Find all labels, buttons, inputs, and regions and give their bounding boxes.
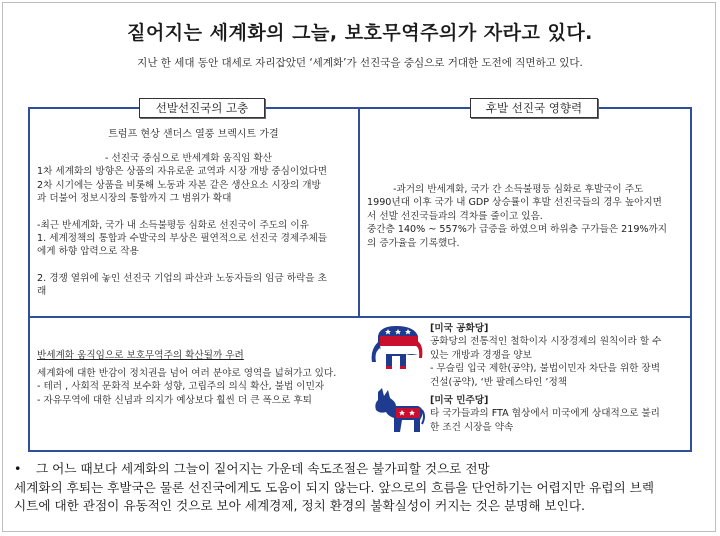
democrat-title: [미국 민주당]: [430, 395, 489, 406]
left-panel-line: 1차 세계화의 방향은 상품의 자유로운 교역과 시장 개방 중심이었다면: [37, 166, 327, 178]
bottom-left-headline: 반세계화 움직임으로 보호무역주의 확산될까 우려: [37, 350, 244, 361]
summary-line-2: 세계화의 후퇴는 후발국은 물론 선진국에게도 도움이 되지 않는다. 앞으로의 흐름을 단언하기는 어렵지만 유럽의 브렉: [14, 479, 654, 495]
republican-line: 있는 개방과 경쟁을 양보: [430, 349, 532, 361]
republican-line: 공화당의 전통적인 철학이자 시장경제의 원칙이라 할 수: [430, 336, 662, 348]
republican-title: [미국 공화당]: [430, 323, 489, 334]
republican-text: [430, 322, 686, 389]
left-panel-line: - 선진국 중심으로 반세계화 움직임 확산: [105, 153, 272, 164]
democrat-text: [430, 394, 686, 434]
republican-elephant-icon: [370, 322, 426, 376]
summary-line-1: 그 어느 때보다 세계화의 그늘이 짙어지는 가운데 속도조절은 불가피할 것으로 전망: [36, 461, 490, 476]
right-panel-label: 후발 선진국 영향력: [470, 98, 598, 118]
democrat-line: 한 조건 시장을 약속: [430, 421, 514, 433]
bullet-icon: •: [14, 461, 22, 476]
page-title: 짙어지는 세계화의 그늘, 보호무역주의가 자라고 있다.: [127, 22, 593, 44]
democrat-line: 타 국가들과의 FTA 협상에서 미국에게 상대적으로 불리: [430, 408, 660, 420]
left-panel-headline: 트럼프 현상 샌더스 열풍 브렉시트 가결: [108, 129, 279, 140]
right-panel-line: -과거의 반세계화, 국가 간 소득불평등 심화로 후발국이 주도: [393, 184, 644, 195]
right-panel-body: [367, 183, 682, 250]
left-panel-line: 2. 경쟁 열위에 놓인 선진국 기업의 파산과 노동자들의 임금 하락을 초: [37, 272, 327, 284]
left-panel-label: 선발선진국의 고충: [139, 98, 265, 118]
bottom-summary: [14, 460, 714, 516]
left-panel-line: 에게 하향 압력으로 작용: [37, 246, 139, 258]
republican-line: 건설(공약), ‘반 팔레스타인 ’정책: [430, 376, 567, 388]
left-panel-line: -최근 반세계화, 국가 내 소득불평등 심화로 선진국이 주도의 이유: [37, 219, 309, 231]
bottom-left-line: 세계화에 대한 반감이 정치권을 넘어 여러 분야로 영역을 넓혀가고 있다.: [37, 368, 337, 379]
left-panel-line: 래: [37, 286, 47, 298]
right-panel-line: 중간층 140% ~ 557%가 급증을 하였으며 하위층 구가들은 219%까지: [367, 224, 668, 236]
bottom-left-body: [37, 367, 367, 407]
left-panel-body: [37, 152, 355, 299]
horizontal-divider: [28, 316, 692, 318]
bottom-left-line: - 테러 , 사회적 문화적 보수화 성향, 고립주의 의식 확산, 불법 이민자: [37, 381, 325, 393]
vertical-divider: [358, 107, 360, 316]
republican-line: - 무슬림 입국 제한(공약), 불법이민자 차단을 위한 장벽: [430, 363, 660, 375]
page-subtitle: 지난 한 세대 동안 대세로 자리잡았던 ‘세계화’가 선진국을 중심으로 거대한 도전에 직면하고 있다.: [137, 57, 583, 69]
left-panel-line: 1. 세계정책의 통합과 수발국의 부상은 필연적으로 선진국 경제주체들: [37, 233, 327, 245]
democratic-donkey-icon: [372, 386, 426, 438]
left-panel-line: 2차 시기에는 상품을 비롯해 노동과 자본 같은 생산요소 시장의 개방: [37, 179, 321, 191]
right-panel-line: 서 선발 선진국들과의 격차를 줄이고 있음.: [367, 210, 543, 222]
bottom-left-line: - 자유무역에 대한 신념과 의지가 예상보다 훨씬 더 큰 폭으로 후퇴: [37, 394, 312, 406]
right-panel-line: 1990년대 이후 국가 내 GDP 상승률이 후발 선진국들의 경우 높아지면: [367, 197, 662, 209]
left-panel-line: 과 더불어 정보시장의 통합까지 그 범위가 확대: [37, 193, 232, 205]
summary-line-3: 시트에 대한 관점이 유동적인 것으로 보아 세계경제, 정치 환경의 불확실성이 커지는 것은 분명해 보인다.: [14, 498, 586, 513]
right-panel-line: 의 증가율을 기록했다.: [367, 237, 460, 249]
